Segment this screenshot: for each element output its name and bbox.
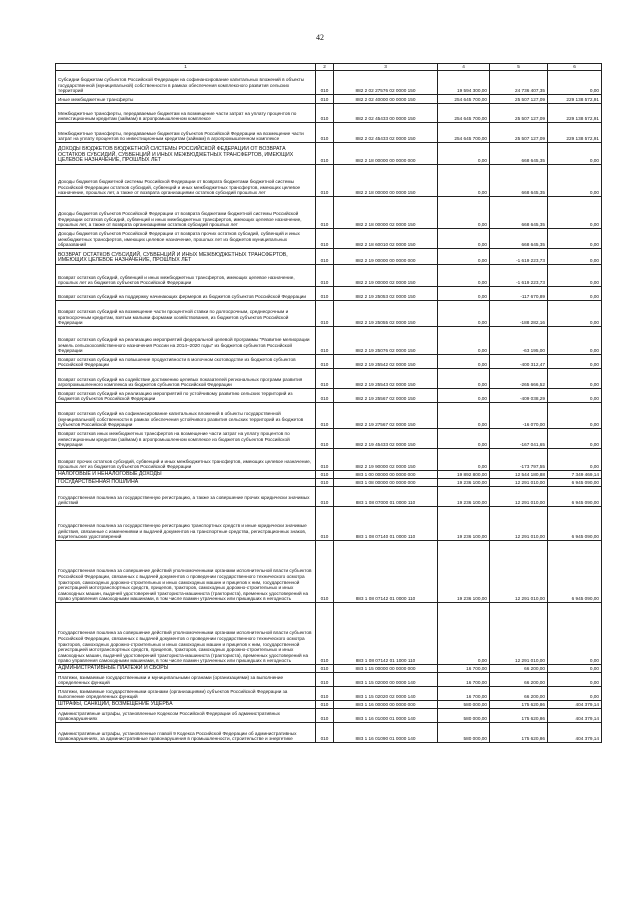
row-actual-cell: 12 291 010,00	[490, 487, 548, 507]
table-row	[56, 507, 602, 541]
row-code-cell: 010	[316, 429, 334, 449]
row-actual-cell: -400 312,47	[490, 355, 548, 369]
row-kbk-cell: 883 1 08 00000 00 0000 000	[334, 479, 438, 487]
row-plan-cell: 0,00	[438, 429, 490, 449]
row-actual-cell: 12 291 010,00	[490, 541, 548, 603]
table-row	[56, 249, 602, 265]
row-remaining-cell: 0,00	[548, 327, 602, 355]
row-actual-cell: -117 670,89	[490, 287, 548, 301]
row-plan-cell: 16 700,00	[438, 687, 490, 701]
row-remaining-cell: 0,00	[548, 301, 602, 327]
row-name-cell: Административные штрафы, установленные главой 9 Кодекса Российской Федерации об административных правонарушениях, за административные правонарушения в промышленности, строительстве и энергетике	[56, 723, 316, 743]
table-row	[56, 429, 602, 449]
row-plan-cell: 0,00	[438, 449, 490, 471]
row-name-cell: Межбюджетные трансферты, передаваемые бюджетам субъектов Российской Федерации на возмещение части затрат на уплату процентов по инвестиционным кредитам (займам) в агропромышленном комплексе	[56, 123, 316, 143]
row-actual-cell: -409 038,29	[490, 389, 548, 403]
row-remaining-cell: 0,00	[548, 355, 602, 369]
table-row	[56, 471, 602, 479]
table-row	[56, 709, 602, 723]
row-name-cell: Платежи, взимаемые государственными и муниципальными органами (организациями) за выполнение определенных функций	[56, 673, 316, 687]
row-remaining-cell: 6 945 090,00	[548, 507, 602, 541]
table-row	[56, 355, 602, 369]
row-actual-cell: -1 619 223,73	[490, 249, 548, 265]
row-remaining-cell: 0,00	[548, 287, 602, 301]
row-actual-cell: 668 645,35	[490, 143, 548, 165]
row-name-cell: НАЛОГОВЫЕ И НЕНАЛОГОВЫЕ ДОХОДЫ	[56, 471, 316, 479]
row-code-cell: 010	[316, 723, 334, 743]
row-plan-cell: 0,00	[438, 249, 490, 265]
row-actual-cell: -1 619 223,73	[490, 265, 548, 287]
row-remaining-cell: 0,00	[548, 265, 602, 287]
row-kbk-cell: 882 2 19 25542 02 0000 150	[334, 355, 438, 369]
row-kbk-cell: 883 1 15 00000 00 0000 000	[334, 665, 438, 673]
row-actual-cell: -16 070,00	[490, 403, 548, 429]
row-plan-cell: 0,00	[438, 165, 490, 197]
row-actual-cell: 175 620,86	[490, 723, 548, 743]
row-name-cell: Административные штрафы, установленные Кодексом Российской Федерации об административных правонарушениях	[56, 709, 316, 723]
row-kbk-cell: 882 2 02 40000 00 0000 150	[334, 95, 438, 104]
row-plan-cell: 0,00	[438, 301, 490, 327]
row-remaining-cell: 7 349 469,14	[548, 471, 602, 479]
row-name-cell: Доходы бюджетов субъектов Российской Федерации от возврата бюджетами бюджетной системы Российской Федерации остатков субсидий, субвенций и иных межбюджетных трансфертов, имеющих целевое назначение, прошлых лет, а также от возврата организациями остатков субсидий прошлых лет	[56, 197, 316, 229]
row-actual-cell: -173 797,55	[490, 449, 548, 471]
row-code-cell: 010	[316, 479, 334, 487]
row-code-cell: 010	[316, 249, 334, 265]
row-code-cell: 010	[316, 104, 334, 123]
row-kbk-cell: 882 2 19 27567 02 0000 150	[334, 403, 438, 429]
row-code-cell: 010	[316, 449, 334, 471]
table-row	[56, 197, 602, 229]
row-plan-cell: 580 000,00	[438, 723, 490, 743]
row-plan-cell: 254 645 700,00	[438, 95, 490, 104]
row-name-cell: Возврат остатков субсидий на софинансирование капитальных вложений в объекты государственной (муниципальной) собственности в рамках обеспечения устойчивого развития сельских территорий из бюджетов субъектов Российской Федерации	[56, 403, 316, 429]
table-row	[56, 603, 602, 665]
row-actual-cell: 668 645,35	[490, 197, 548, 229]
row-actual-cell: 66 200,00	[490, 687, 548, 701]
row-code-cell: 010	[316, 287, 334, 301]
row-plan-cell: 16 700,00	[438, 665, 490, 673]
row-name-cell: ДОХОДЫ БЮДЖЕТОВ БЮДЖЕТНОЙ СИСТЕМЫ РОССИЙСКОЙ ФЕДЕРАЦИИ ОТ ВОЗВРАТА ОСТАТКОВ СУБСИДИЙ, СУБВЕНЦИЙ И ИНЫХ МЕЖБЮДЖЕТНЫХ ТРАНСФЕРТОВ, ИМЕЮЩИХ ЦЕЛЕВОЕ НАЗНАЧЕНИЕ, ПРОШЛЫХ ЛЕТ	[56, 143, 316, 165]
row-code-cell: 010	[316, 673, 334, 687]
row-actual-cell: 175 620,86	[490, 701, 548, 709]
row-remaining-cell: 0,00	[548, 673, 602, 687]
row-plan-cell: 19 236 100,00	[438, 487, 490, 507]
row-kbk-cell: 882 2 19 90000 02 0000 150	[334, 449, 438, 471]
table-row	[56, 143, 602, 165]
row-kbk-cell: 883 1 00 00000 00 0000 000	[334, 471, 438, 479]
table-row	[56, 541, 602, 603]
row-remaining-cell: 0,00	[548, 665, 602, 673]
row-actual-cell: -188 282,16	[490, 301, 548, 327]
header-cell: 1	[56, 64, 316, 71]
row-remaining-cell: 0,00	[548, 143, 602, 165]
header-cell: 2	[316, 64, 334, 71]
header-cell: 3	[334, 64, 438, 71]
row-kbk-cell: 883 1 15 02000 00 0000 140	[334, 673, 438, 687]
table-row	[56, 687, 602, 701]
row-code-cell: 010	[316, 541, 334, 603]
row-name-cell: ШТРАФЫ, САНКЦИИ, ВОЗМЕЩЕНИЕ УЩЕРБА	[56, 701, 316, 709]
row-actual-cell: 12 291 010,00	[490, 603, 548, 665]
row-name-cell: ГОСУДАРСТВЕННАЯ ПОШЛИНА	[56, 479, 316, 487]
row-name-cell: Возврат остатков субсидий, субвенций и иных межбюджетных трансфертов, имеющих целевое назначение, прошлых лет из бюджетов субъектов Российской Федерации	[56, 265, 316, 287]
row-remaining-cell: 404 379,14	[548, 723, 602, 743]
row-name-cell: Возврат прочих остатков субсидий, субвенций и иных межбюджетных трансфертов, имеющих целевое назначение, прошлых лет из бюджетов субъектов Российской Федерации	[56, 449, 316, 471]
row-actual-cell: 24 736 407,35	[490, 71, 548, 95]
page-number: 42	[316, 33, 324, 42]
row-remaining-cell: 0,00	[548, 603, 602, 665]
row-actual-cell: 12 544 180,88	[490, 471, 548, 479]
row-name-cell: Государственная пошлина за государственную регистрацию, а также за совершение прочих юридически значимых действий	[56, 487, 316, 507]
row-actual-cell: -167 041,65	[490, 429, 548, 449]
header-cell: 4	[438, 64, 490, 71]
row-kbk-cell: 882 2 19 25543 02 0000 150	[334, 369, 438, 389]
row-code-cell: 010	[316, 507, 334, 541]
row-remaining-cell: 0,00	[548, 249, 602, 265]
row-plan-cell: 19 236 100,00	[438, 507, 490, 541]
row-code-cell: 010	[316, 165, 334, 197]
row-kbk-cell: 882 2 19 00000 02 0000 150	[334, 265, 438, 287]
row-remaining-cell: 0,00	[548, 389, 602, 403]
row-actual-cell: 668 645,35	[490, 229, 548, 249]
row-name-cell: Возврат остатков субсидий на реализацию мероприятий по устойчивому развитию сельских территорий из бюджетов субъектов Российской Федерации	[56, 389, 316, 403]
table-row	[56, 327, 602, 355]
row-remaining-cell: 6 945 090,00	[548, 487, 602, 507]
header-cell: 6	[548, 64, 602, 71]
row-remaining-cell: 404 379,14	[548, 701, 602, 709]
row-plan-cell: 19 236 100,00	[438, 479, 490, 487]
row-name-cell: ВОЗВРАТ ОСТАТКОВ СУБСИДИЙ, СУБВЕНЦИЙ И ИНЫХ МЕЖБЮДЖЕТНЫХ ТРАНСФЕРТОВ, ИМЕЮЩИХ ЦЕЛЕВОЕ НАЗНАЧЕНИЕ, ПРОШЛЫХ ЛЕТ	[56, 249, 316, 265]
row-actual-cell: 66 200,00	[490, 673, 548, 687]
row-plan-cell: 0,00	[438, 197, 490, 229]
row-code-cell: 010	[316, 197, 334, 229]
row-actual-cell: -265 666,52	[490, 369, 548, 389]
row-kbk-cell: 883 1 15 02020 02 0000 140	[334, 687, 438, 701]
row-code-cell: 010	[316, 355, 334, 369]
row-remaining-cell: 0,00	[548, 449, 602, 471]
row-plan-cell: 0,00	[438, 355, 490, 369]
row-kbk-cell: 882 2 18 60010 02 0000 150	[334, 229, 438, 249]
row-plan-cell: 254 645 700,00	[438, 123, 490, 143]
row-remaining-cell: 0,00	[548, 165, 602, 197]
table-row	[56, 301, 602, 327]
row-kbk-cell: 882 2 19 25076 02 0000 150	[334, 327, 438, 355]
row-actual-cell: 25 507 127,09	[490, 123, 548, 143]
table-row	[56, 389, 602, 403]
table-row	[56, 229, 602, 249]
row-kbk-cell: 882 2 19 00000 00 0000 000	[334, 249, 438, 265]
table-row	[56, 701, 602, 709]
table-row	[56, 71, 602, 95]
row-name-cell: Возврат остатков субсидий на реализацию мероприятий федеральной целевой программы "Развитие мелиорации земель сельскохозяйственного назначения России на 2014–2020 годы" из бюджетов субъектов Российской Федерации	[56, 327, 316, 355]
row-code-cell: 010	[316, 687, 334, 701]
table-row	[56, 723, 602, 743]
table-row	[56, 287, 602, 301]
row-plan-cell: 19 892 800,00	[438, 471, 490, 479]
row-remaining-cell: 0,00	[548, 403, 602, 429]
row-name-cell: Государственная пошлина за государственную регистрацию транспортных средств и иные юридически значимые действия, связанные с изменениями и выдачей документов на транспортные средства, регистрационных знаков, водительских удостоверений	[56, 507, 316, 541]
table-row	[56, 665, 602, 673]
row-name-cell: Иные межбюджетные трансферты	[56, 95, 316, 104]
row-remaining-cell: 229 138 572,91	[548, 104, 602, 123]
table-row	[56, 95, 602, 104]
row-remaining-cell: 0,00	[548, 687, 602, 701]
row-code-cell: 010	[316, 471, 334, 479]
row-kbk-cell: 883 1 16 01090 01 0000 140	[334, 723, 438, 743]
row-plan-cell: 0,00	[438, 369, 490, 389]
row-remaining-cell: 0,00	[548, 229, 602, 249]
row-plan-cell: 254 645 700,00	[438, 104, 490, 123]
row-name-cell: АДМИНИСТРАТИВНЫЕ ПЛАТЕЖИ И СБОРЫ	[56, 665, 316, 673]
row-remaining-cell: 229 138 572,91	[548, 95, 602, 104]
row-plan-cell: 0,00	[438, 389, 490, 403]
row-name-cell: Государственная пошлина за совершение действий уполномоченными органами исполнительной власти субъектов Российской Федерации, связанных с выдачей документов о проведении государственного технического осмотра тракторов, самоходных дорожно-строительных и иных самоходных машин и прицепов к ним, государственной регистрацией мототранспортных средств, прицепов, тракторов, самоходных дорожно-строительных и иных самоходных машин, выдачей удостоверений тракториста-машиниста (тракториста), временных удостоверений на право управления самоходными машинами, в том числе взамен утраченных или пришедших в негодность	[56, 603, 316, 665]
table-row	[56, 673, 602, 687]
row-actual-cell: 25 507 127,09	[490, 95, 548, 104]
row-kbk-cell: 883 1 16 00000 00 0000 000	[334, 701, 438, 709]
row-code-cell: 010	[316, 123, 334, 143]
row-code-cell: 010	[316, 369, 334, 389]
row-code-cell: 010	[316, 403, 334, 429]
row-name-cell: Доходы бюджетов бюджетной системы Российской Федерации от возврата бюджетами бюджетной системы Российской Федерации остатков субсидий, субвенций и иных межбюджетных трансфертов, имеющих целевое назначение, прошлых лет, а также от возврата организациями остатков субсидий прошлых лет	[56, 165, 316, 197]
row-kbk-cell: 882 2 02 27576 02 0000 150	[334, 71, 438, 95]
row-code-cell: 010	[316, 709, 334, 723]
row-name-cell: Межбюджетные трансферты, передаваемые бюджетам на возмещение части затрат на уплату процентов по инвестиционным кредитам (займам) в агропромышленном комплексе	[56, 104, 316, 123]
row-remaining-cell: 404 379,14	[548, 709, 602, 723]
table-row	[56, 449, 602, 471]
row-kbk-cell: 882 2 19 25053 02 0000 150	[334, 287, 438, 301]
row-plan-cell: 0,00	[438, 229, 490, 249]
row-name-cell: Возврат остатков субсидий на возмещение части процентной ставки по долгосрочным, среднесрочным и краткосрочным кредитам, взятым малыми формами хозяйствования, из бюджетов субъектов Российской Федерации	[56, 301, 316, 327]
row-kbk-cell: 883 1 08 07142 01 0000 110	[334, 541, 438, 603]
row-actual-cell: 66 200,00	[490, 665, 548, 673]
row-code-cell: 010	[316, 487, 334, 507]
row-plan-cell: 0,00	[438, 403, 490, 429]
row-remaining-cell: 0,00	[548, 71, 602, 95]
row-kbk-cell: 882 2 02 45433 00 0000 150	[334, 104, 438, 123]
row-name-cell: Субсидии бюджетам субъектов Российской Федерации на софинансирование капитальных вложений в объекты государственной (муниципальной) собственности в рамках обеспечения комплексного развития сельских территорий	[56, 71, 316, 95]
row-kbk-cell: 883 1 16 01000 01 0000 140	[334, 709, 438, 723]
row-name-cell: Платежи, взимаемые государственными органами (организациями) субъектов Российской Федерации за выполнение определенных функций	[56, 687, 316, 701]
row-actual-cell: 12 291 010,00	[490, 479, 548, 487]
row-kbk-cell: 882 2 02 45433 02 0000 150	[334, 123, 438, 143]
row-remaining-cell: 0,00	[548, 197, 602, 229]
table-row	[56, 123, 602, 143]
budget-table	[55, 63, 602, 743]
row-kbk-cell: 883 1 08 07142 01 1000 110	[334, 603, 438, 665]
row-code-cell: 010	[316, 389, 334, 403]
table-row	[56, 369, 602, 389]
row-remaining-cell: 6 945 090,00	[548, 479, 602, 487]
row-actual-cell: 668 645,35	[490, 165, 548, 197]
row-code-cell: 010	[316, 603, 334, 665]
row-name-cell: Возврат остатков субсидий на повышение продуктивности в молочном скотоводстве из бюджетов субъектов Российской Федерации	[56, 355, 316, 369]
row-kbk-cell: 882 2 18 00000 00 0000 150	[334, 165, 438, 197]
row-code-cell: 010	[316, 229, 334, 249]
row-name-cell: Доходы бюджетов субъектов Российской Федерации от возврата прочих остатков субсидий, субвенций и иных межбюджетных трансфертов, имеющих целевое назначение, прошлых лет из бюджетов муниципальных образований	[56, 229, 316, 249]
table-row	[56, 165, 602, 197]
row-plan-cell: 19 594 300,00	[438, 71, 490, 95]
row-name-cell: Возврат остатков субсидий на поддержку начинающих фермеров из бюджетов субъектов Российской Федерации	[56, 287, 316, 301]
row-code-cell: 010	[316, 265, 334, 287]
row-kbk-cell: 882 2 19 25567 02 0000 150	[334, 389, 438, 403]
table-row	[56, 403, 602, 429]
row-actual-cell: 12 291 010,00	[490, 507, 548, 541]
row-code-cell: 010	[316, 665, 334, 673]
row-plan-cell: 0,00	[438, 603, 490, 665]
table-row	[56, 265, 602, 287]
row-kbk-cell: 882 2 19 25055 02 0000 150	[334, 301, 438, 327]
row-code-cell: 010	[316, 301, 334, 327]
row-actual-cell: 175 620,86	[490, 709, 548, 723]
row-plan-cell: 580 000,00	[438, 701, 490, 709]
row-remaining-cell: 6 945 090,00	[548, 541, 602, 603]
row-code-cell: 010	[316, 327, 334, 355]
row-plan-cell: 16 700,00	[438, 673, 490, 687]
row-code-cell: 010	[316, 143, 334, 165]
row-plan-cell: 0,00	[438, 287, 490, 301]
row-kbk-cell: 882 2 18 00000 02 0000 150	[334, 197, 438, 229]
row-code-cell: 010	[316, 95, 334, 104]
row-plan-cell: 0,00	[438, 265, 490, 287]
table-row	[56, 479, 602, 487]
row-plan-cell: 0,00	[438, 143, 490, 165]
table-row	[56, 487, 602, 507]
row-actual-cell: 25 507 127,09	[490, 104, 548, 123]
row-name-cell: Государственная пошлина за совершение действий уполномоченными органами исполнительной власти субъектов Российской Федерации, связанных с выдачей документов о проведении государственного технического осмотра тракторов, самоходных дорожно-строительных и иных самоходных машин и прицепов к ним, государственной регистрацией мототранспортных средств, прицепов, тракторов, самоходных дорожно-строительных и иных самоходных машин, выдачей удостоверений тракториста-машиниста (тракториста), временных удостоверений на право управления самоходными машинами, в том числе взамен утраченных или пришедших в негодность	[56, 541, 316, 603]
row-plan-cell: 19 236 100,00	[438, 541, 490, 603]
row-remaining-cell: 0,00	[548, 429, 602, 449]
row-kbk-cell: 883 1 08 07000 01 0000 110	[334, 487, 438, 507]
row-actual-cell: -63 195,00	[490, 327, 548, 355]
row-name-cell: Возврат остатков иных межбюджетных трансфертов на возмещение части затрат на уплату процентов по инвестиционным кредитам (займам) в агропромышленном комплексе из бюджетов субъектов Российской Федерации	[56, 429, 316, 449]
row-kbk-cell: 882 2 19 45433 02 0000 150	[334, 429, 438, 449]
table-header-row	[56, 64, 602, 71]
row-code-cell: 010	[316, 71, 334, 95]
row-remaining-cell: 0,00	[548, 369, 602, 389]
row-code-cell: 010	[316, 701, 334, 709]
row-remaining-cell: 229 138 572,91	[548, 123, 602, 143]
row-kbk-cell: 883 1 08 07140 01 0000 110	[334, 507, 438, 541]
row-name-cell: Возврат остатков субсидий на содействие достижению целевых показателей региональных программ развития агропромышленного комплекса из бюджетов субъектов Российской Федерации	[56, 369, 316, 389]
table-row	[56, 104, 602, 123]
row-kbk-cell: 882 2 18 00000 00 0000 000	[334, 143, 438, 165]
row-plan-cell: 580 000,00	[438, 709, 490, 723]
row-plan-cell: 0,00	[438, 327, 490, 355]
header-cell: 5	[490, 64, 548, 71]
